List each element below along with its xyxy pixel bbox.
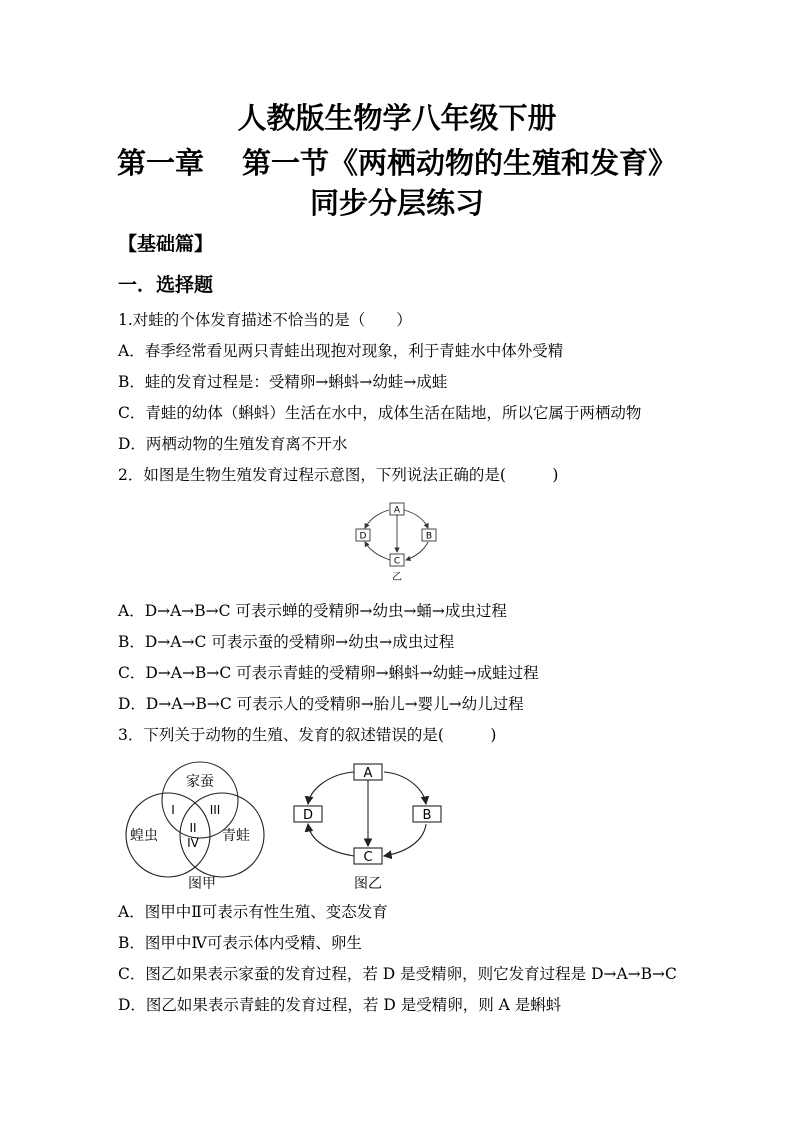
venn-label-frog: 青蛙 [222, 828, 250, 844]
section-label: 第一节《两栖动物的生殖和发育》 [242, 146, 678, 180]
cycle-arrow-b-to-c [384, 824, 426, 856]
q1-stem: 1.对蛙的个体发育描述不恰当的是（ ） [118, 311, 412, 329]
choice-section-heading: 一．选择题 [118, 274, 214, 296]
cycle-arrow-a-to-b [384, 772, 426, 804]
q1-option-a: A．春季经常看见两只青蛙出现抱对现象，利于青蛙水中体外受精 [118, 342, 564, 360]
q3-cycle-diagram [288, 760, 448, 895]
venn-caption: 图甲 [188, 876, 216, 892]
basic-section-heading: 【基础篇】 [118, 233, 214, 255]
q1-option-c: C．青蛙的幼体（蝌蚪）生活在水中，成体生活在陆地，所以它属于两栖动物 [118, 404, 642, 422]
arrow-a-to-d [365, 510, 389, 528]
node-c-label: C [393, 556, 401, 567]
venn-region-4: IV [187, 836, 199, 850]
q2-cycle-diagram [350, 500, 450, 585]
node-d-label: D [359, 531, 367, 542]
arrow-b-to-c [406, 542, 428, 560]
venn-label-locust: 蝗虫 [130, 828, 158, 844]
node-a-label: A [393, 505, 401, 516]
q2-figure-caption: 乙 [392, 572, 402, 583]
q3-option-d: D．图乙如果表示青蛙的发育过程，若 D 是受精卵，则 A 是蝌蚪 [118, 996, 562, 1014]
q3-option-b: B．图甲中Ⅳ可表示体内受精、卵生 [118, 934, 362, 952]
arrow-a-to-b [404, 510, 428, 528]
q3-option-c: C．图乙如果表示家蚕的发育过程，若 D 是受精卵，则它发育过程是 D→A→B→C [118, 965, 677, 983]
venn-region-3: III [209, 803, 221, 817]
cycle-arrow-a-to-d [308, 772, 354, 804]
cycle-arrow-c-to-d [308, 824, 354, 856]
cycle-node-d-label: D [302, 808, 314, 823]
title-line-2 [0, 145, 794, 181]
cycle-caption: 图乙 [354, 876, 382, 892]
q2-stem: 2．如图是生物生殖发育过程示意图，下列说法正确的是( ) [118, 466, 559, 484]
q1-option-b: B．蛙的发育过程是：受精卵→蝌蚪→幼蛙→成蛙 [118, 373, 448, 391]
cycle-node-c-label: C [363, 850, 373, 865]
q3-option-a: A．图甲中Ⅱ可表示有性生殖、变态发育 [118, 903, 388, 921]
q1-option-d: D．两栖动物的生殖发育离不开水 [118, 435, 348, 453]
q3-stem: 3．下列关于动物的生殖、发育的叙述错误的是( ) [118, 726, 497, 744]
cycle-node-a-label: A [363, 766, 373, 781]
q3-venn-diagram [118, 760, 278, 895]
venn-label-silkworm: 家蚕 [186, 774, 214, 790]
venn-region-2: II [189, 821, 197, 835]
q2-option-a: A．D→A→B→C 可表示蝉的受精卵→幼虫→蛹→成虫过程 [118, 602, 507, 620]
venn-region-1: I [171, 803, 175, 817]
chapter-label: 第一章 [116, 146, 204, 180]
arrow-c-to-d [365, 542, 390, 560]
title-line-3: 同步分层练习 [309, 186, 484, 220]
q2-option-b: B．D→A→C 可表示蚕的受精卵→幼虫→成虫过程 [118, 633, 455, 651]
node-b-label: B [425, 531, 433, 542]
title-line-1: 人教版生物学八年级下册 [237, 101, 557, 135]
q2-option-c: C．D→A→B→C 可表示青蛙的受精卵→蝌蚪→幼蛙→成蛙过程 [118, 664, 539, 682]
cycle-node-b-label: B [422, 808, 432, 823]
q2-option-d: D．D→A→B→C 可表示人的受精卵→胎儿→婴儿→幼儿过程 [118, 695, 524, 713]
